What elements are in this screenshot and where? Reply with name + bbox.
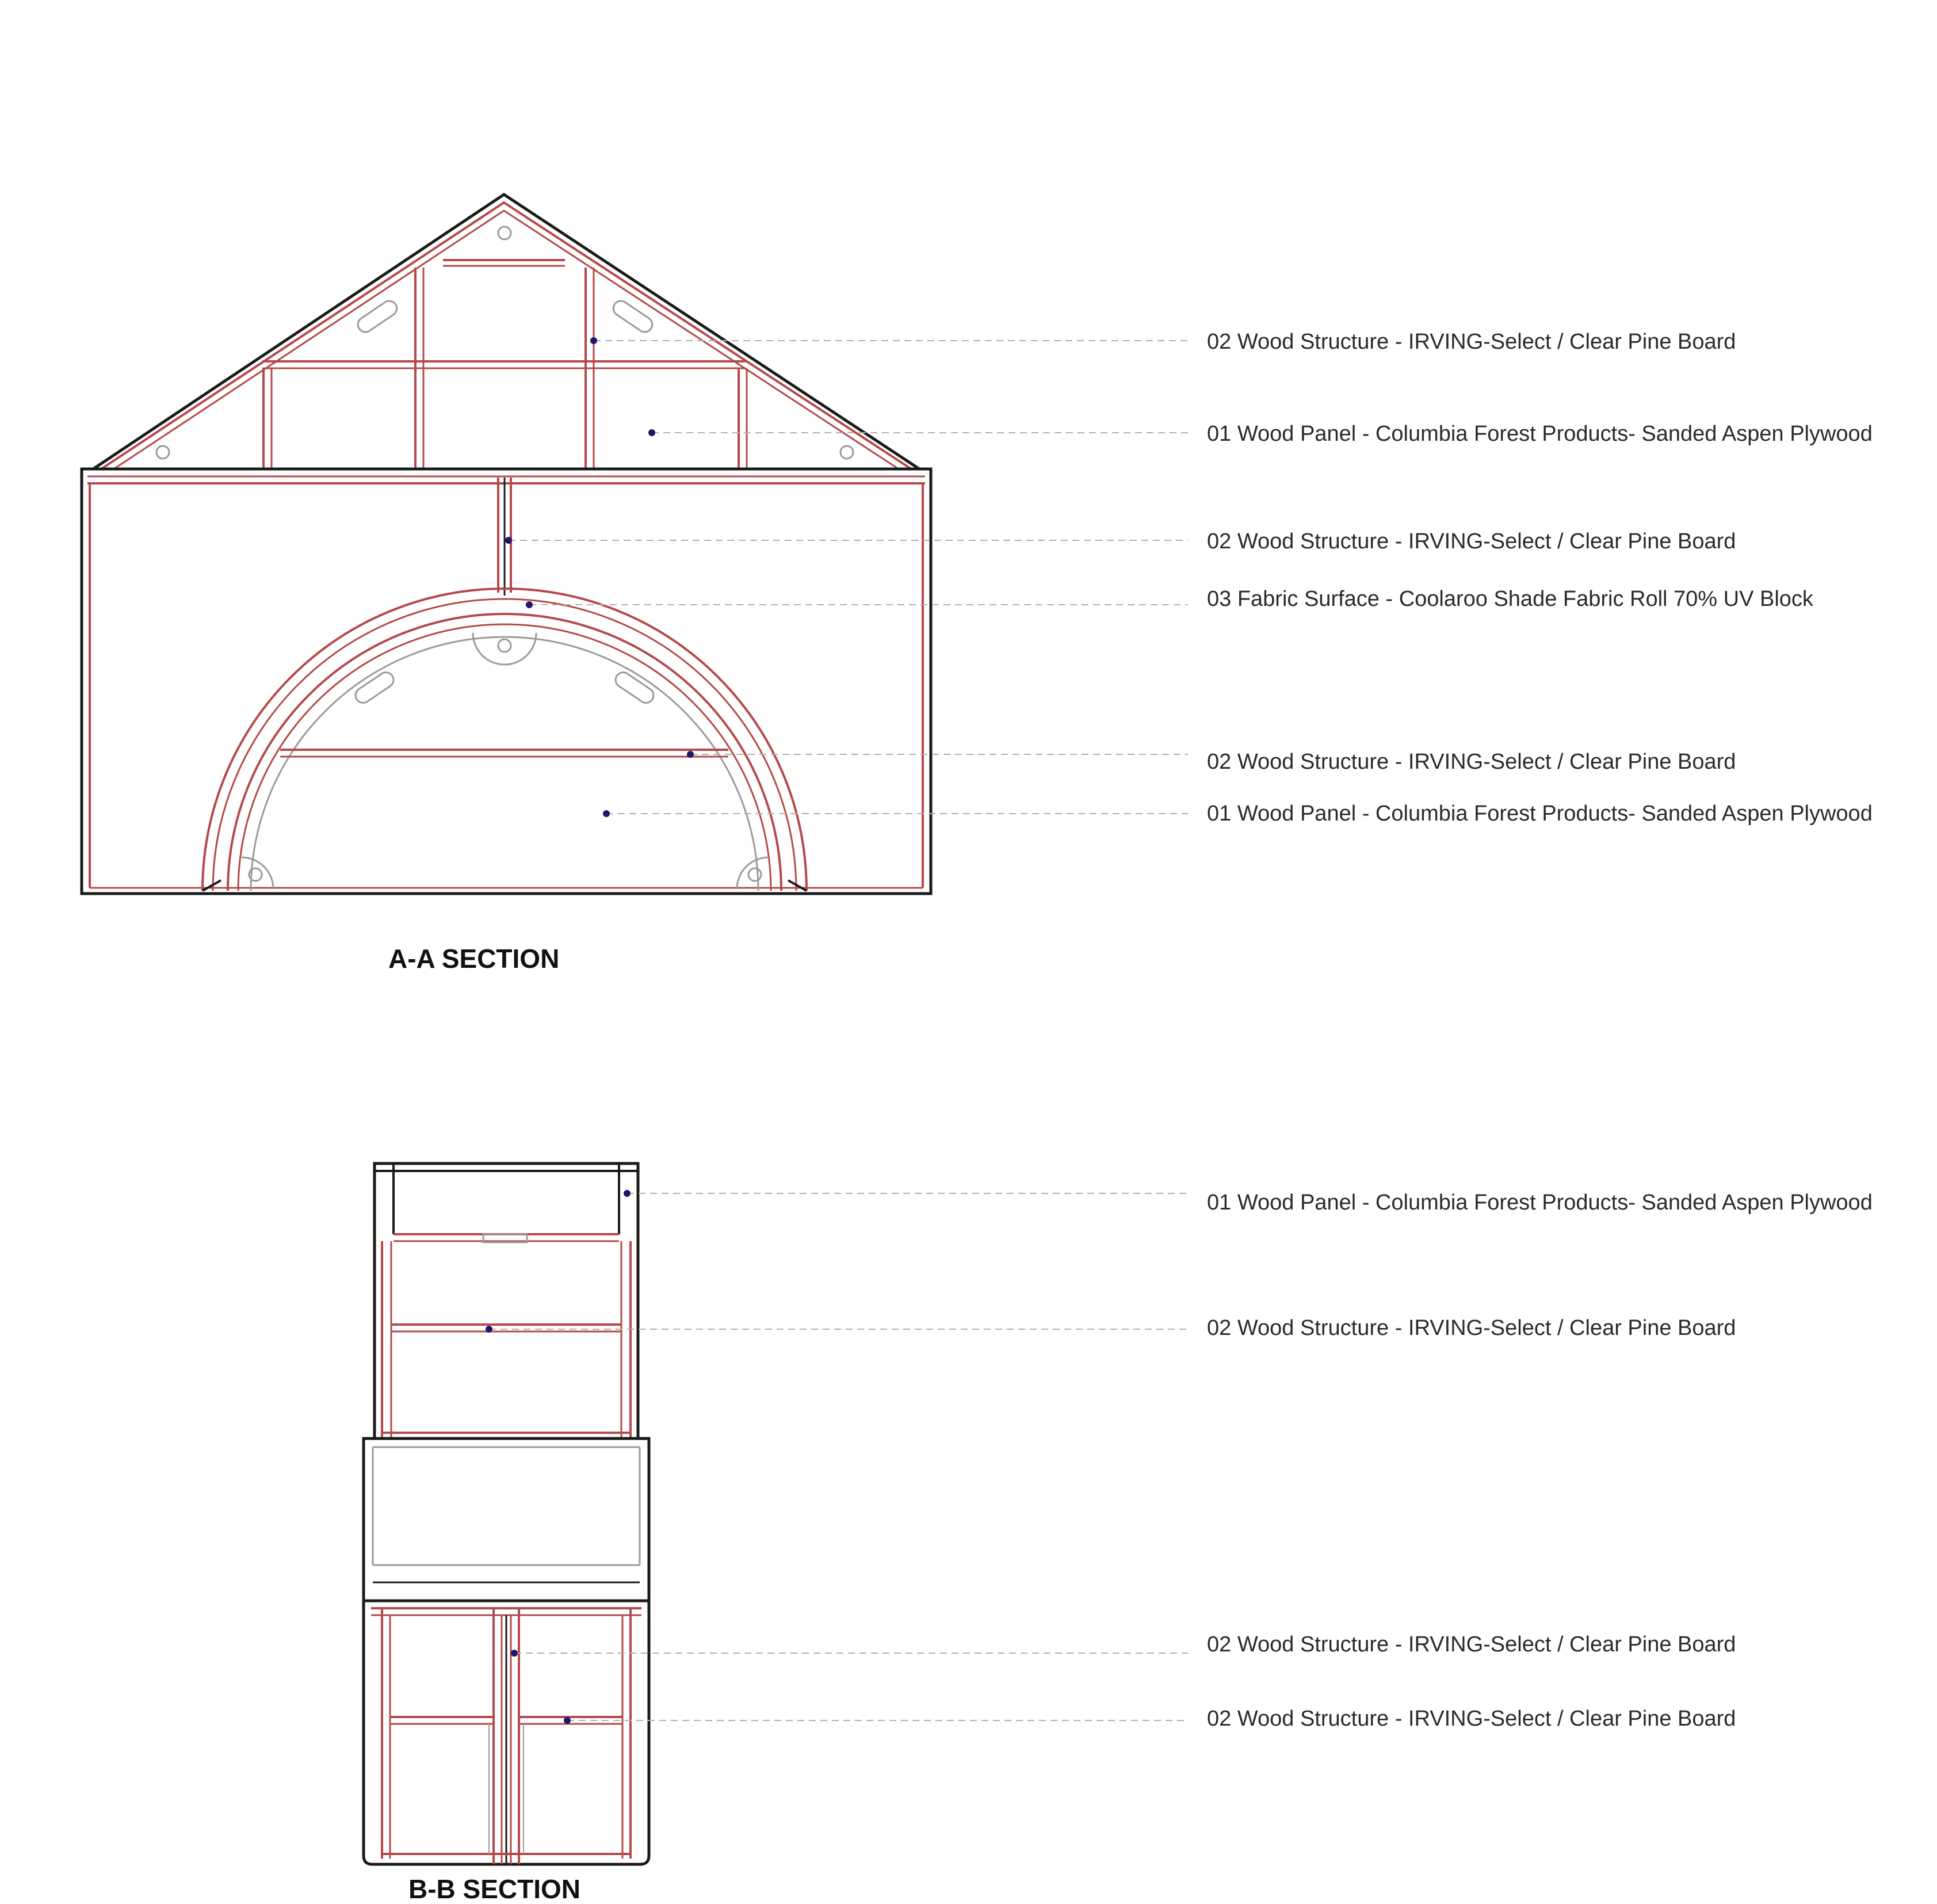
aa-arch-outer-2 — [213, 599, 796, 891]
aa-arch-slot-left — [353, 670, 396, 706]
aa-arch-fabric — [251, 637, 758, 891]
aa-base — [82, 469, 931, 894]
aa-leader-dot-5 — [687, 751, 694, 758]
aa-callout-4: 03 Fabric Surface - Coolaroo Shade Fabric Roll 70% UV Block — [1207, 587, 1813, 611]
aa-roof-peg-left — [156, 446, 169, 459]
bb-leader-dot-4 — [564, 1717, 571, 1724]
aa-leader-dot-1 — [590, 337, 597, 344]
aa-roof-inner-edge — [101, 203, 911, 469]
aa-arch-outer — [203, 589, 807, 891]
aa-arch-mid — [228, 614, 781, 891]
aa-arch-corner-left — [242, 857, 273, 889]
aa-leader-dot-6 — [603, 810, 610, 817]
aa-section-title: A-A SECTION — [388, 944, 560, 974]
bb-leader-dot-2 — [486, 1326, 492, 1333]
aa-arch-slot-right — [613, 670, 656, 706]
bb-section-drawing — [364, 1163, 1188, 1864]
bb-leader-dot-3 — [511, 1650, 518, 1657]
aa-section-drawing — [82, 194, 1188, 894]
aa-arch-corner-peg-right — [748, 868, 761, 881]
aa-callout-5: 02 Wood Structure - IRVING-Select / Clear Pine Board — [1207, 750, 1736, 774]
aa-arch-foot-right — [788, 880, 807, 891]
aa-roof-peg-top — [498, 227, 511, 239]
aa-leader-dot-3 — [505, 537, 512, 544]
aa-roof-slot-left — [355, 298, 400, 335]
aa-roof-inner-edge-2 — [114, 211, 899, 469]
bb-leader-dot-1 — [624, 1190, 631, 1197]
aa-roof-peg-right — [840, 446, 853, 459]
aa-callout-2: 01 Wood Panel - Columbia Forest Products- Sanded Aspen Plywood — [1207, 422, 1873, 446]
aa-arch-foot-left — [203, 880, 221, 891]
aa-arch-hub-peg — [498, 639, 511, 652]
aa-callout-6: 01 Wood Panel - Columbia Forest Products- Sanded Aspen Plywood — [1207, 802, 1873, 826]
aa-callout-3: 02 Wood Structure - IRVING-Select / Clear Pine Board — [1207, 529, 1736, 554]
aa-roof — [93, 194, 919, 469]
bb-callout-4: 02 Wood Structure - IRVING-Select / Clear Pine Board — [1207, 1707, 1736, 1731]
aa-roof-slot-right — [610, 298, 655, 335]
aa-leader-dot-4 — [526, 601, 533, 608]
bb-section-title: B-B SECTION — [408, 1874, 580, 1904]
bb-callout-3: 02 Wood Structure - IRVING-Select / Clear Pine Board — [1207, 1632, 1736, 1657]
aa-leader-dot-2 — [648, 429, 655, 436]
bb-plinth-outline — [364, 1439, 649, 1601]
bb-roof-outline — [375, 1163, 638, 1439]
aa-roof-outline — [93, 194, 919, 469]
bb-leaders — [486, 1190, 1188, 1724]
bb-callout-1: 01 Wood Panel - Columbia Forest Products- Sanded Aspen Plywood — [1207, 1191, 1873, 1215]
bb-callout-2: 02 Wood Structure - IRVING-Select / Clear Pine Board — [1207, 1316, 1736, 1340]
aa-leaders — [505, 337, 1188, 817]
aa-arch-corner-right — [737, 857, 769, 889]
aa-callout-1: 02 Wood Structure - IRVING-Select / Clear Pine Board — [1207, 330, 1736, 354]
